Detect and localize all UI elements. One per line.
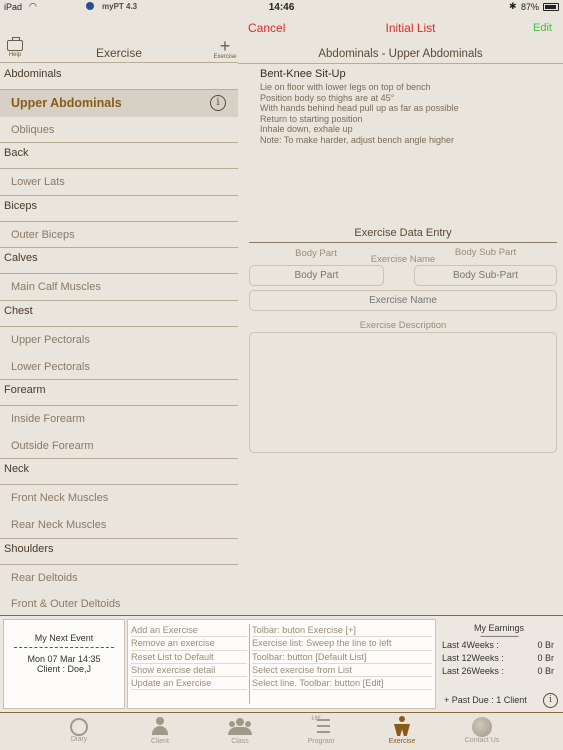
help-instruction: Exercise list: Sweep the line to left xyxy=(252,637,432,650)
body-part-label: Body Part xyxy=(295,248,337,259)
globe-icon xyxy=(472,717,492,737)
help-instruction: Toolbar: button [Default List] xyxy=(252,651,432,664)
list-item[interactable]: Upper Abdominals i xyxy=(0,90,238,117)
tab-label: Contact Us xyxy=(464,737,500,744)
earnings-info-icon[interactable]: i xyxy=(543,693,558,708)
help-action: Reset List to Default xyxy=(131,651,247,664)
tab-label: Class xyxy=(231,738,249,745)
info-icon[interactable]: i xyxy=(210,95,226,111)
earnings-panel xyxy=(438,619,560,709)
info-bar xyxy=(0,615,563,713)
list-item[interactable]: Outside Forearm xyxy=(0,433,238,460)
section-header: Chest xyxy=(0,301,238,327)
detail-subtitle: Abdominals - Upper Abdominals xyxy=(238,44,563,64)
exercise-description-label: Exercise Description xyxy=(359,320,447,331)
description-line: Note: To make harder, adjust bench angle higher xyxy=(260,134,454,145)
description-line: Position body so thighs are at 45° xyxy=(260,92,395,103)
body-part-field[interactable] xyxy=(249,265,384,286)
description-line: With hands behind head pull up as far as possible xyxy=(260,103,459,113)
section-header: Abdominals xyxy=(0,64,238,90)
tab-exercise[interactable] xyxy=(367,716,437,745)
edit-button[interactable]: Edit xyxy=(533,22,552,34)
weightlifter-icon xyxy=(391,716,413,738)
section-header: Neck xyxy=(0,459,238,485)
numbered-list-icon xyxy=(311,716,331,738)
earnings-period: Last 12Weeks : xyxy=(442,653,504,663)
earnings-rows xyxy=(438,640,560,678)
help-instruction: Select exercise from List xyxy=(252,664,432,677)
list-item[interactable]: Rear Deltoids xyxy=(11,571,78,584)
earnings-divider: ------------------- xyxy=(480,631,518,641)
person-icon xyxy=(151,716,169,738)
exercise-name-field[interactable] xyxy=(249,290,557,311)
list-item[interactable]: Upper Pectorals xyxy=(11,333,90,346)
clock-icon xyxy=(70,718,88,736)
earnings-row xyxy=(438,653,560,665)
battery-percent: 87% xyxy=(521,2,540,12)
next-event-title: My Next Event xyxy=(14,633,114,648)
tab-bar xyxy=(0,714,563,750)
section-header: Biceps xyxy=(0,196,238,222)
tab-label: Client xyxy=(151,738,169,745)
exercise-name: Bent-Knee Sit-Up xyxy=(260,68,346,80)
tab-class[interactable] xyxy=(205,716,275,745)
next-event-client: Client : Doe,J xyxy=(36,664,92,674)
help-action: Add an Exercise xyxy=(131,624,247,637)
group-icon xyxy=(227,716,253,738)
earnings-value: 0 Br xyxy=(537,653,554,663)
past-due: + Past Due : 1 Client xyxy=(444,695,527,705)
exercise-name-label: Exercise Name xyxy=(370,254,436,265)
section-header: Calves xyxy=(0,248,238,274)
earnings-row xyxy=(438,666,560,678)
exercise-description-field[interactable] xyxy=(249,332,557,453)
list-item[interactable]: Inside Forearm xyxy=(11,413,85,426)
exercise-title: Exercise xyxy=(95,46,142,60)
help-label: Help xyxy=(8,52,22,58)
device-name: iPad xyxy=(4,2,23,12)
wifi-icon: ◠ xyxy=(29,1,37,11)
help-actions xyxy=(131,624,247,690)
next-event-date: Mon 07 Mar 14:35 xyxy=(27,654,101,664)
help-instruction: Select line. Toolbar: button [Edit] xyxy=(252,677,432,690)
list-item[interactable]: Front & Outer Deltoids xyxy=(0,591,238,613)
clock: 14:46 xyxy=(268,2,295,13)
detail-title: Initial List xyxy=(385,21,436,35)
description-line: Return to starting position xyxy=(260,113,363,124)
tab-label: Program xyxy=(307,738,335,745)
section-header: Forearm xyxy=(0,380,238,406)
app-name: myPT 4.3 xyxy=(102,2,138,11)
description-line: Inhale down, exhale up xyxy=(260,124,353,134)
tab-diary[interactable] xyxy=(44,716,114,743)
help-divider xyxy=(249,624,250,704)
bluetooth-icon: ✱ xyxy=(509,1,517,11)
plus-icon: + xyxy=(219,36,231,56)
tab-client[interactable] xyxy=(125,716,195,745)
detail-navbar xyxy=(238,16,563,40)
earnings-period: Last 4Weeks : xyxy=(442,640,499,650)
list-item[interactable]: Outer Biceps xyxy=(0,222,238,249)
help-action: Update an Exercise xyxy=(131,677,247,690)
data-entry-title: Exercise Data Entry xyxy=(249,227,557,243)
body-sub-part-field[interactable] xyxy=(414,265,557,286)
earnings-title: My Earnings xyxy=(473,623,525,633)
tab-contact-us[interactable] xyxy=(447,716,517,744)
earnings-value: 0 Br xyxy=(537,640,554,650)
list-item[interactable]: Lower Lats xyxy=(0,169,238,196)
help-action: Remove an exercise xyxy=(131,637,247,650)
list-item[interactable]: Lower Pectorals xyxy=(0,354,238,381)
exercise-description xyxy=(260,82,459,145)
help-instruction: Tolbar: buton Exercise [+] xyxy=(252,624,432,637)
description-line: Lie on floor with lower legs on top of bench xyxy=(260,82,431,92)
section-header: Shoulders xyxy=(0,539,238,565)
help-instructions xyxy=(252,624,432,690)
exercise-toolbar xyxy=(0,37,238,63)
cancel-button[interactable]: Cancel xyxy=(248,21,286,35)
earnings-row xyxy=(438,640,560,652)
list-item[interactable]: Front Neck Muscles xyxy=(11,492,109,505)
list-item[interactable]: Rear Neck Muscles xyxy=(0,512,238,539)
help-panel xyxy=(127,619,436,709)
help-action: Show exercise detail xyxy=(131,664,247,677)
tab-label: Exercise xyxy=(388,738,416,745)
body-sub-part-label: Body Sub Part xyxy=(454,247,517,258)
earnings-period: Last 26Weeks : xyxy=(442,666,504,676)
status-bar xyxy=(0,0,563,16)
section-header: Back xyxy=(0,143,238,169)
earnings-value: 0 Br xyxy=(537,666,554,676)
battery-icon xyxy=(543,3,559,11)
next-event-panel[interactable] xyxy=(3,619,125,709)
exercise-list[interactable] xyxy=(0,64,238,613)
list-item[interactable]: Obliques xyxy=(0,117,238,144)
tab-label: Diary xyxy=(70,736,88,743)
tab-program[interactable] xyxy=(286,716,356,745)
add-exercise-label: Exercise xyxy=(213,54,237,60)
list-item[interactable]: Main Calf Muscles xyxy=(0,274,238,301)
add-exercise-button[interactable] xyxy=(212,38,238,60)
